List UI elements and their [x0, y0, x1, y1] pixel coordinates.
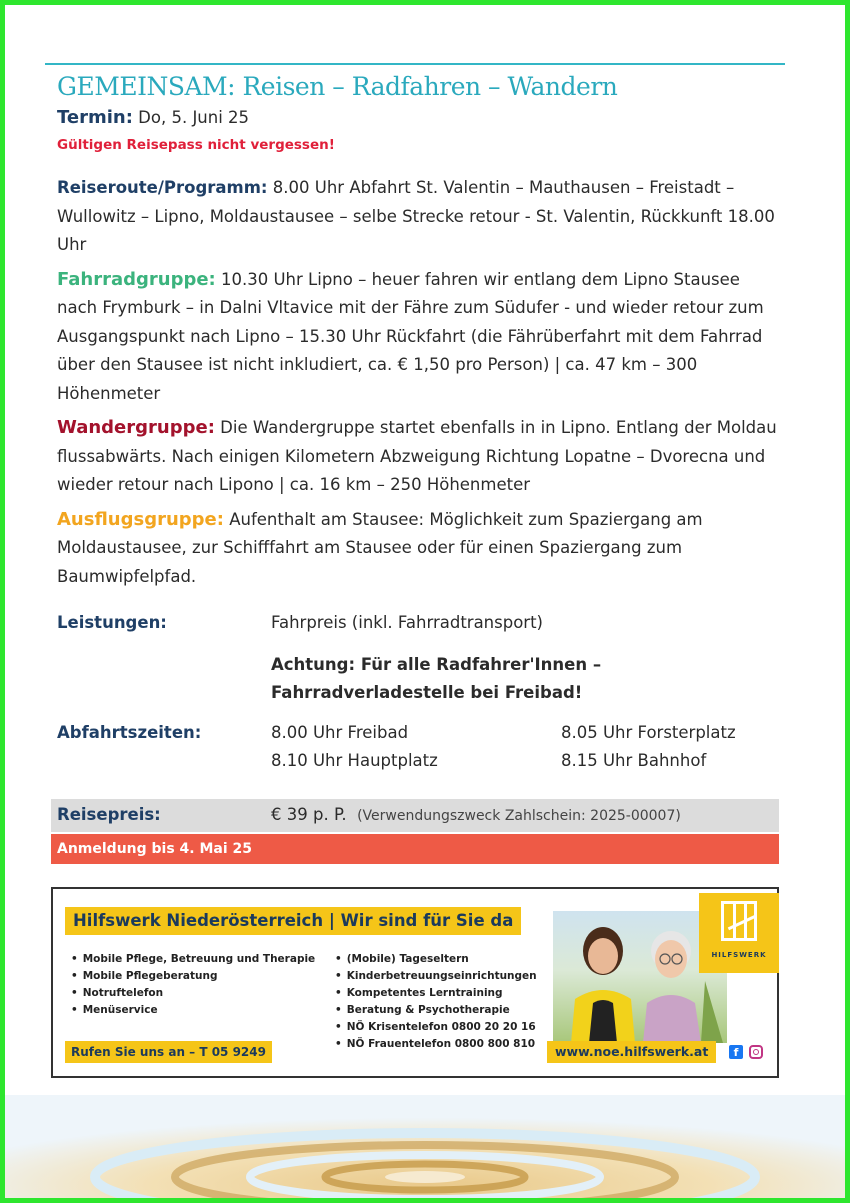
fahrradgruppe-label: Fahrradgruppe: — [57, 268, 216, 290]
abfahrtszeiten-label: Abfahrtszeiten: — [57, 723, 202, 742]
logo-text: HILFSWERK — [711, 951, 767, 959]
flyer-content — [51, 63, 783, 1059]
abfahrt-time: 8.00 Uhr Freibad — [271, 723, 409, 742]
hilfswerk-logo — [699, 893, 779, 973]
abfahrt-time: 8.15 Uhr Bahnhof — [561, 751, 707, 770]
wandergruppe-text: Die Wandergruppe startet ebenfalls in in Lipno. Entlang der Moldau flussabwärts. Nach einigen Kilometern Abzweigung Richtung Lopatne – Dvorecna und wieder retour nach Lipono | ca. 16 km – 250 Höhenmeter — [57, 418, 777, 494]
ad-service-list-1 — [71, 951, 315, 1019]
instagram-icon[interactable] — [749, 1045, 763, 1059]
ad-phone: Rufen Sie uns an – T 05 9249 — [65, 1041, 272, 1063]
ad-service-list-2 — [335, 951, 537, 1053]
ausflugsgruppe-label: Ausflugsgruppe: — [57, 508, 224, 530]
list-item: • Kompetentes Lerntraining — [335, 985, 537, 1002]
list-item: • Beratung & Psychotherapie — [335, 1002, 537, 1019]
reisepreis-note: (Verwendungszweck Zahlschein: 2025-00007) — [357, 808, 681, 824]
list-item: • NÖ Frauentelefon 0800 800 810 — [335, 1036, 537, 1053]
ausflugsgruppe-paragraph — [57, 506, 779, 592]
reisepreis-bar — [51, 799, 779, 832]
leistungen-note-row-2 — [51, 679, 783, 707]
abfahrt-row-1 — [51, 719, 783, 747]
list-item: • Mobile Pflege, Betreuung und Therapie — [71, 951, 315, 968]
leistungen-label: Leistungen: — [57, 613, 167, 632]
termin-label: Termin: — [57, 107, 133, 128]
passport-warning: Gültigen Reisepass nicht vergessen! — [57, 137, 335, 153]
leistungen-note-1: Achtung: Für alle Radfahrer'Innen – — [271, 655, 602, 674]
reisepreis-value-line — [271, 801, 681, 830]
facebook-icon[interactable]: f — [729, 1045, 743, 1059]
list-item: • NÖ Krisentelefon 0800 20 20 16 — [335, 1019, 537, 1036]
termin-line — [57, 104, 783, 132]
ad-website-link[interactable]: www.noe.hilfswerk.at — [547, 1041, 716, 1063]
page-title: GEMEINSAM: Reisen – Radfahren – Wandern — [57, 72, 618, 101]
wandergruppe-paragraph — [57, 414, 779, 500]
anmeldung-bar: Anmeldung bis 4. Mai 25 — [51, 834, 779, 864]
hilfswerk-ad — [51, 887, 779, 1078]
abfahrt-row-2 — [51, 747, 783, 775]
abfahrt-time: 8.05 Uhr Forsterplatz — [561, 723, 736, 742]
decorative-swirl — [5, 1095, 850, 1203]
termin-value: Do, 5. Juni 25 — [132, 108, 250, 127]
reiseroute-paragraph — [57, 174, 779, 260]
list-item: • (Mobile) Tageseltern — [335, 951, 537, 968]
logo-h-icon — [721, 901, 757, 941]
reiseroute-text: 8.00 Uhr Abfahrt St. Valentin – Mauthausen – Freistadt – Wullowitz – Lipno, Moldaustausee – selbe Strecke retour - St. Valentin, Rückkunft 18.00 Uhr — [57, 178, 775, 254]
ausflugsgruppe-text: Aufenthalt am Stausee: Möglichkeit zum Spaziergang am Moldaustausee, zur Schifffahrt am Stausee oder für einen Spaziergang zum Baumwipfelpfad. — [57, 509, 703, 586]
reiseroute-label: Reiseroute/Programm: — [57, 178, 268, 197]
list-item: • Menüservice — [71, 1002, 315, 1019]
reisepreis-value: € 39 p. P. — [271, 805, 347, 824]
fahrradgruppe-paragraph — [57, 266, 779, 409]
leistungen-row — [51, 609, 783, 637]
list-item: • Mobile Pflegeberatung — [71, 968, 315, 985]
reisepreis-label: Reisepreis: — [57, 805, 161, 824]
list-item: • Notruftelefon — [71, 985, 315, 1002]
list-item: • Kinderbetreuungseinrichtungen — [335, 968, 537, 985]
leistungen-note-row-1 — [51, 651, 783, 679]
wandergruppe-label: Wandergruppe: — [57, 417, 215, 438]
abfahrt-time: 8.10 Uhr Hauptplatz — [271, 751, 438, 770]
leistungen-note-2: Fahrradverladestelle bei Freibad! — [271, 683, 583, 702]
leistungen-value: Fahrpreis (inkl. Fahrradtransport) — [271, 613, 543, 632]
fahrradgruppe-text: 10.30 Uhr Lipno – heuer fahren wir entlang dem Lipno Stausee nach Frymburk – in Dalni Vltavice mit der Fähre zum Südufer - und wieder retour zum Ausgangspunkt nach Lipno – 15.30 Uhr Rückfahrt (die Fährüberfahrt mit dem Fahrrad über den Stausee ist nicht inkludiert, ca. € 1,50 pro Person) | ca. 47 km – 300 Höhenmeter — [57, 269, 764, 403]
top-rule — [45, 63, 785, 65]
ad-title: Hilfswerk Niederösterreich | Wir sind für Sie da — [65, 907, 521, 935]
